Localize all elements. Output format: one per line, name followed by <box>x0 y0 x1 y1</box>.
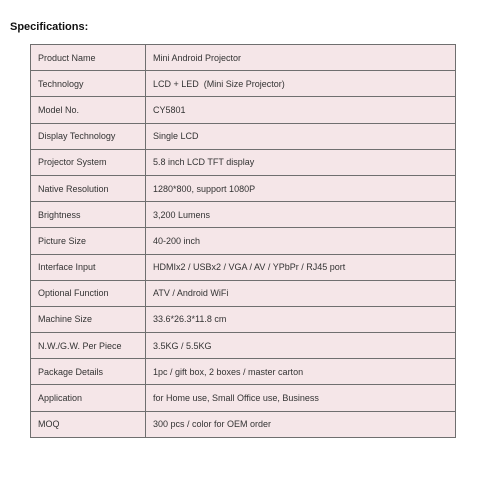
spec-value: Mini Android Projector <box>146 45 456 71</box>
table-row <box>31 333 456 359</box>
spec-value: 33.6*26.3*11.8 cm <box>146 306 456 332</box>
spec-label: Interface Input <box>31 254 146 280</box>
spec-label: Machine Size <box>31 306 146 332</box>
table-row <box>31 306 456 332</box>
table-row <box>31 254 456 280</box>
table-row <box>31 359 456 385</box>
spec-value: 40-200 inch <box>146 228 456 254</box>
table-row <box>31 71 456 97</box>
spec-label: MOQ <box>31 411 146 437</box>
spec-label: Optional Function <box>31 280 146 306</box>
spec-label: Product Name <box>31 45 146 71</box>
spec-value: for Home use, Small Office use, Business <box>146 385 456 411</box>
table-row <box>31 411 456 437</box>
table-row <box>31 280 456 306</box>
table-row <box>31 385 456 411</box>
table-row <box>31 202 456 228</box>
table-row <box>31 97 456 123</box>
spec-label: N.W./G.W. Per Piece <box>31 333 146 359</box>
table-row <box>31 228 456 254</box>
table-row <box>31 123 456 149</box>
spec-value: ATV / Android WiFi <box>146 280 456 306</box>
table-row <box>31 175 456 201</box>
specifications-table <box>30 44 456 438</box>
spec-label: Package Details <box>31 359 146 385</box>
spec-value: 3.5KG / 5.5KG <box>146 333 456 359</box>
table-row <box>31 45 456 71</box>
spec-value: 300 pcs / color for OEM order <box>146 411 456 437</box>
spec-label: Application <box>31 385 146 411</box>
spec-label: Native Resolution <box>31 175 146 201</box>
spec-value: 3,200 Lumens <box>146 202 456 228</box>
spec-label: Brightness <box>31 202 146 228</box>
spec-value: HDMIx2 / USBx2 / VGA / AV / YPbPr / RJ45 port <box>146 254 456 280</box>
spec-label: Picture Size <box>31 228 146 254</box>
spec-label: Projector System <box>31 149 146 175</box>
spec-value: Single LCD <box>146 123 456 149</box>
spec-label: Model No. <box>31 97 146 123</box>
spec-label: Display Technology <box>31 123 146 149</box>
spec-value: LCD + LED (Mini Size Projector) <box>146 71 456 97</box>
spec-value: 1280*800, support 1080P <box>146 175 456 201</box>
spec-value: CY5801 <box>146 97 456 123</box>
spec-value: 5.8 inch LCD TFT display <box>146 149 456 175</box>
spec-value: 1pc / gift box, 2 boxes / master carton <box>146 359 456 385</box>
specifications-heading: Specifications: <box>10 21 89 33</box>
spec-label: Technology <box>31 71 146 97</box>
table-row <box>31 149 456 175</box>
